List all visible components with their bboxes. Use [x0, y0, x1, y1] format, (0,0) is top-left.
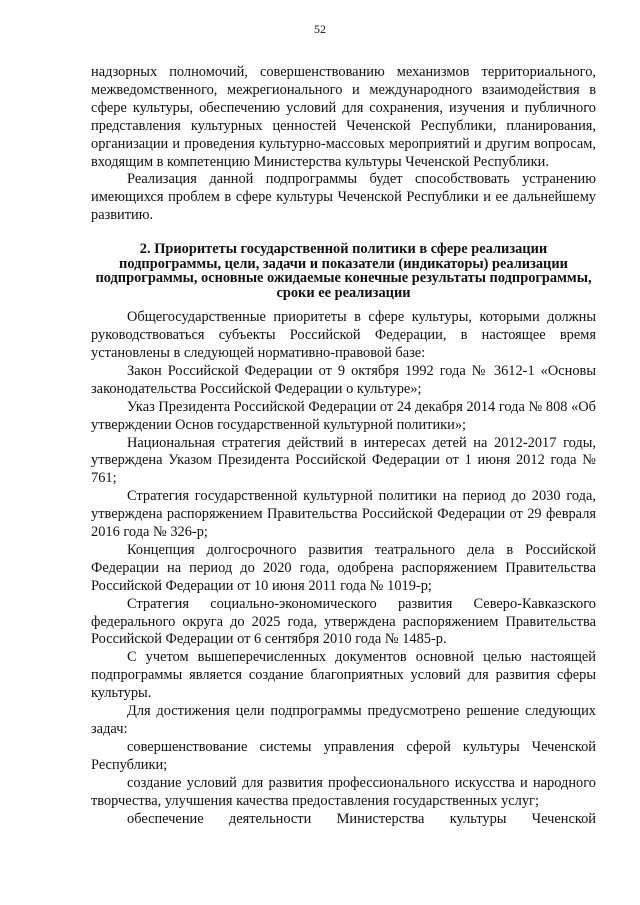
paragraph: Закон Российской Федерации от 9 октября 1992 года № 3612-1 «Основы законодательства Российской Федерации о культуре»; [91, 362, 596, 397]
document-body [91, 64, 596, 828]
spacer [91, 225, 596, 242]
paragraph: Для достижения цели подпрограммы предусмотрено решение следующих задач: [91, 703, 596, 737]
paragraph: С учетом вышеперечисленных документов основной целью настоящей подпрограммы является создание благоприятных условий для развития сферы культуры. [91, 649, 596, 702]
page-number: 52 [314, 22, 326, 36]
paragraph: Общегосударственные приоритеты в сфере культуры, которыми должны руководствоваться субъекты Российской Федерации, в настоящее время установлены в следующей нормативно-правовой базе: [91, 309, 596, 361]
paragraph: обеспечение деятельности Министерства культуры Чеченской [127, 810, 596, 827]
paragraph: совершенствование системы управления сферой культуры Чеченской Республики; [91, 738, 596, 773]
paragraph: Стратегия социально-экономического развития Северо-Кавказского федерального округа до 2025 года, утверждена распоряжением Правительства Российской Федерации от 6 сентября 2010 года № 1485-р. [91, 595, 596, 648]
paragraph: Национальная стратегия действий в интересах детей на 2012-2017 годы, утверждена Указом Президента Российской Федерации от 1 июня 2012 года № 761; [91, 434, 596, 487]
paragraph: создание условий для развития профессионального искусства и народного творчества, улучшения качества предоставления государственных услуг; [91, 774, 596, 809]
paragraph: Указ Президента Российской Федерации от 24 декабря 2014 года № 808 «Об утверждении Основ государственной культурной политики»; [91, 398, 596, 433]
section-heading: 2. Приоритеты государственной политики в сфере реализации подпрограммы, цели, задачи и показатели (индикаторы) реализации подпрограммы, основные ожидаемые конечные результаты подпрограммы, сроки ее реализации [95, 241, 592, 301]
paragraph: Стратегия государственной культурной политики на период до 2030 года, утверждена распоряжением Правительства Российской Федерации от 29 февраля 2016 года № 326-р; [91, 488, 596, 541]
paragraph: Реализация данной подпрограммы будет способствовать устранению имеющихся проблем в сфере культуры Чеченской Республики и ее дальнейшему развитию. [91, 171, 596, 224]
paragraph: Концепция долгосрочного развития театрального дела в Российской Федерации на период до 2020 года, одобрена распоряжением Правительства Российской Федерации от 10 июня 2011 года № 1019-р; [91, 541, 596, 594]
paragraph: надзорных полномочий, совершенствованию механизмов территориального, межведомственного, межрегионального и международного взаимодействия в сфере культуры, обеспечению условий для сохранения, изучения и публичного представления культурных ценностей Чеченской Республики, планирования, организации и проведения культурно-массовых мероприятий и другим вопросам, входящим в компетенцию Министерства культуры Чеченской Республики. [91, 64, 596, 170]
